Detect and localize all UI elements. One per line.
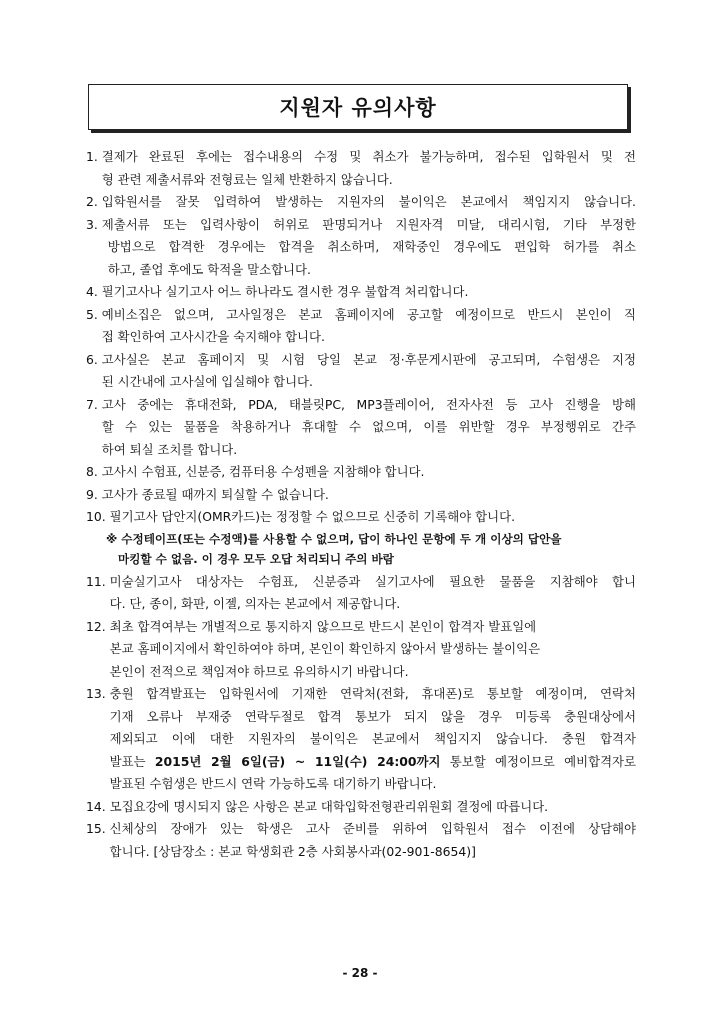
item-text: 통보할 예정이므로 예비합격자로 <box>440 753 636 769</box>
item-text: 다. 단, 종이, 화판, 이젤, 의자는 본교에서 제공합니다. <box>109 596 401 611</box>
list-item-11 <box>86 571 636 616</box>
item-text: 접 확인하여 고사시간을 숙지해야 합니다. <box>101 329 325 344</box>
page-title: 지원자 유의사항 <box>88 84 628 130</box>
item-text: 예비소집은 없으며, 고사일정은 본교 홈페이지에 공고할 예정이므로 반드시 본인이 직 <box>101 306 636 322</box>
note-text: 마킹할 수 없음. 이 경우 모두 오답 처리되니 주의 바람 <box>118 551 394 566</box>
item-number: 13. <box>86 686 110 701</box>
page-number: - 28 - <box>342 966 378 980</box>
item-text: 고사 중에는 휴대전화, PDA, 태블릿PC, MP3플레이어, 전자사전 등 고사 진행을 방해 <box>101 396 636 412</box>
notice-list <box>86 146 636 863</box>
item-text: 하여 퇴실 조치를 합니다. <box>101 441 238 457</box>
list-item-10 <box>86 506 636 529</box>
list-item-12 <box>86 616 636 684</box>
item-number: 11. <box>86 573 110 589</box>
item-text: 고사시 수험표, 신분증, 컴퓨터용 수성펜을 지참해야 합니다. <box>101 464 425 479</box>
list-item-6 <box>86 349 636 394</box>
list-item-14 <box>86 796 636 819</box>
item-text: 본교 홈페이지에서 확인하여야 하며, 본인이 확인하지 않아서 발생하는 불이익은 <box>109 641 541 656</box>
item-number: 12. <box>86 618 110 634</box>
item-text: 제출서류 또는 입력사항이 허위로 판명되거나 지원자격 미달, 대리시험, 기타 부정한 <box>101 216 636 232</box>
item-text: 신체상의 장애가 있는 학생은 고사 준비를 위하여 입학원서 접수 이전에 상담해야 <box>109 821 636 836</box>
list-item-3 <box>86 214 636 282</box>
item-text: 방법으로 합격한 경우에는 합격을 취소하며, 재학중인 경우에도 편입학 허가를 취소 <box>107 239 636 254</box>
item-text: 발표는 <box>109 753 155 769</box>
item-text: 입학원서를 잘못 입력하여 발생하는 지원자의 불이익은 본교에서 책임지지 않습니다. <box>101 194 636 209</box>
item-number: 8. <box>86 464 102 479</box>
warning-note <box>86 529 636 569</box>
item-number: 4. <box>86 284 102 299</box>
list-item-8 <box>86 461 636 484</box>
item-text: 하고, 졸업 후에도 학적을 말소합니다. <box>107 261 311 277</box>
list-item-2 <box>86 191 636 214</box>
item-text: 된 시간내에 고사실에 입실해야 합니다. <box>101 374 313 389</box>
item-text: 발표된 수험생은 반드시 연락 가능하도록 대기하기 바랍니다. <box>109 776 437 791</box>
item-text: 필기고사 답안지(OMR카드)는 정정할 수 없으므로 신중히 기록해야 합니다. <box>109 509 516 524</box>
item-text: 할 수 있는 물품을 착용하거나 휴대할 수 없으며, 이를 위반할 경우 부정행위로 간주 <box>101 419 636 434</box>
item-number: 9. <box>86 486 102 502</box>
list-item-1 <box>86 146 636 191</box>
item-text: 결제가 완료된 후에는 접수내용의 수정 및 취소가 불가능하며, 접수된 입학원서 및 전 <box>101 149 636 164</box>
item-text: 충원 합격발표는 입학원서에 기재한 연락처(전화, 휴대폰)로 통보할 예정이며, 연락처 <box>109 686 636 701</box>
item-number: 14. <box>86 798 110 814</box>
item-number: 6. <box>86 351 102 367</box>
item-number: 1. <box>86 149 102 164</box>
item-number: 10. <box>86 509 110 524</box>
item-text: 제외되고 이에 대한 지원자의 불이익은 본교에서 책임지지 않습니다. 충원 합격자 <box>109 731 636 746</box>
item-number: 5. <box>86 306 102 322</box>
item-text: 고사가 종료될 때까지 퇴실할 수 없습니다. <box>101 486 329 502</box>
item-text: 형 관련 제출서류와 전형료는 일체 반환하지 않습니다. <box>101 171 393 187</box>
item-number: 15. <box>86 821 110 836</box>
list-item-15 <box>86 818 636 863</box>
item-text: 미술실기고사 대상자는 수험표, 신분증과 실기고사에 필요한 물품을 지참해야 합니 <box>109 573 636 589</box>
item-text: 합니다. [상담장소 : 본교 학생회관 2층 사회봉사과(02-901-8654)] <box>109 843 476 859</box>
note-text: ※ 수정테이프(또는 수정액)를 사용할 수 없으며, 답이 하나인 문항에 두 개 이상의 답안을 <box>106 531 562 546</box>
item-number: 7. <box>86 396 102 412</box>
item-text: 기재 오류나 부재중 연락두절로 합격 통보가 되지 않을 경우 미등록 충원대상에서 <box>109 708 636 724</box>
list-item-5 <box>86 304 636 349</box>
item-text: 최초 합격여부는 개별적으로 통지하지 않으므로 반드시 본인이 합격자 발표일에 <box>109 618 537 634</box>
item-text: 본인이 전적으로 책임져야 하므로 유의하시기 바랍니다. <box>109 663 409 679</box>
item-number: 2. <box>86 194 102 209</box>
item-number: 3. <box>86 216 102 232</box>
list-item-4 <box>86 281 636 304</box>
item-text: 모집요강에 명시되지 않은 사항은 본교 대학입학전형관리위원회 결정에 따릅니다. <box>109 798 549 814</box>
deadline-text: 2015년 2월 6일(금) ~ 11일(수) 24:00까지 <box>154 753 441 769</box>
list-item-9 <box>86 484 636 507</box>
list-item-7 <box>86 394 636 462</box>
item-text: 고사실은 본교 홈페이지 및 시험 당일 본교 정·후문게시판에 공고되며, 수험생은 지정 <box>101 351 636 367</box>
list-item-13 <box>86 683 636 796</box>
item-text: 필기고사나 실기고사 어느 하나라도 결시한 경우 불합격 처리합니다. <box>101 284 469 299</box>
item-text-with-date <box>110 751 636 774</box>
